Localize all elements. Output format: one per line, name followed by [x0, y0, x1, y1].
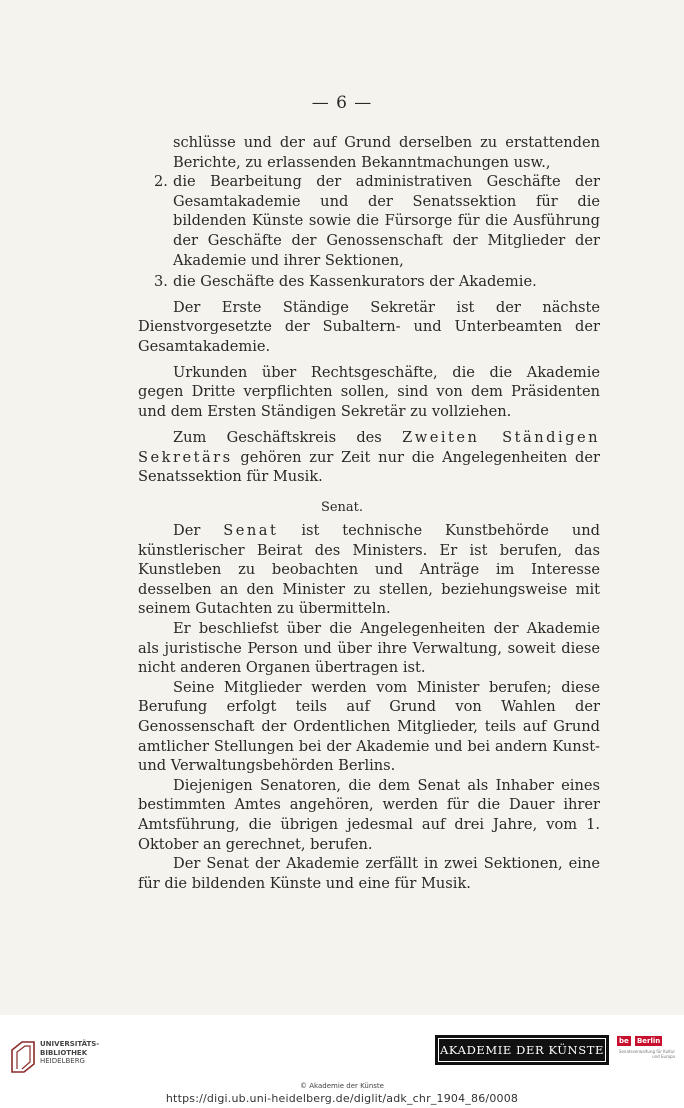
adk-logo[interactable]	[435, 1035, 609, 1065]
paragraph: Diejenigen Senatoren, die dem Senat als Inhaber eines bestimmten Amtes angehören, werden für die Dauer ihrer Amtsführung, die übrigen jedesmal auf drei Jahre, vom 1. Oktober an gerechnet, berufen.	[138, 776, 600, 853]
list-item	[138, 172, 600, 270]
berlin-subtitle: Senatsverwaltung für Kultur und Europa	[618, 1049, 675, 1059]
berlin-box: Berlin	[636, 1036, 661, 1045]
section-one	[138, 133, 600, 421]
section-heading: Senat.	[320, 500, 364, 515]
list-number: 2.	[154, 173, 168, 191]
senat-section	[138, 521, 600, 893]
paragraph-text: gehören zur Zeit nur die Angelegenheiten der Senatssektion für Musik.	[138, 448, 600, 486]
list-text: die Bearbeitung der administrativen Geschäfte der Gesamtakademie und der Senatssektion für die bildenden Künste sowie die Fürsorge für die Ausführung der Geschäfte der Genossenschaft der Mitglieder der Akademie und ihrer Sektionen,	[173, 173, 600, 269]
library-name-line: HEIDELBERG	[40, 1057, 85, 1065]
paragraph: Er beschliefst über die Angelegenheiten der Akademie als juristische Person und über ihre Verwaltung, soweit diese nicht anderen Organen übertragen ist.	[138, 619, 600, 677]
paragraph-text: ist technische Kunstbehörde und künstlerischer Beirat des Ministers. Er ist berufen, das Kunstleben zu beobachten und Anträge im Interesse desselben an den Minister zu stellen, beziehungsweise mit seinem Gutachten zu übermitteln.	[138, 522, 600, 618]
section-two	[138, 428, 600, 487]
list-text: die Geschäfte des Kassenkurators der Akademie.	[173, 273, 537, 291]
paragraph	[138, 428, 600, 487]
paragraph: Urkunden über Rechtsgeschäfte, die die Akademie gegen Dritte verpflichten sollen, sind von dem Präsidenten und dem Ersten Ständigen Sekretär zu vollziehen.	[138, 363, 600, 420]
paragraph: Seine Mitglieder werden vom Minister berufen; diese Berufung erfolgt teils auf Grund von Wahlen der Genossenschaft der Ordentlichen Mitglieder, teils auf Grund amtlicher Stellungen bei der Akademie und bei andern Kunst- und Verwaltungsbehörden Berlins.	[138, 678, 600, 775]
list-item	[138, 272, 600, 292]
library-name-line: UNIVERSITÄTS-	[40, 1040, 100, 1048]
library-name-line: BIBLIOTHEK	[40, 1048, 88, 1057]
page-number: — 6 —	[311, 93, 373, 113]
library-logo-icon	[8, 1038, 38, 1074]
adk-label: AKADEMIE DER KÜNSTE	[438, 1038, 606, 1062]
paragraph: Der Senat der Akademie zerfällt in zwei Sektionen, eine für die bildenden Künste und eine für Musik.	[138, 855, 600, 892]
paragraph: Der Erste Ständige Sekretär ist der nächste Dienstvorgesetzte der Subaltern- und Unterbeamten der Gesamtakademie.	[138, 298, 600, 355]
library-name	[40, 1040, 99, 1066]
paragraph	[138, 521, 600, 619]
emphasized-term: Senat	[223, 522, 279, 539]
paragraph-text: Zum Geschäftskreis des	[173, 429, 403, 446]
paragraph-text: Der	[173, 522, 224, 539]
copyright-notice: © Akademie der Künste	[300, 1082, 384, 1090]
emphasized-title: Zweiten Ständigen Sekretärs	[138, 429, 601, 466]
source-url[interactable]: https://digi.ub.uni-heidelberg.de/diglit/adk_chr_1904_86/0008	[165, 1092, 519, 1105]
berlin-mark: be	[619, 1036, 629, 1045]
footer	[0, 1015, 684, 1108]
list-continuation: schlüsse und der auf Grund derselben zu erstattenden Berichte, zu erlassenden Bekanntmachungen usw.,	[173, 134, 600, 171]
berlin-logo	[617, 1033, 675, 1073]
list-number: 3.	[154, 273, 168, 291]
